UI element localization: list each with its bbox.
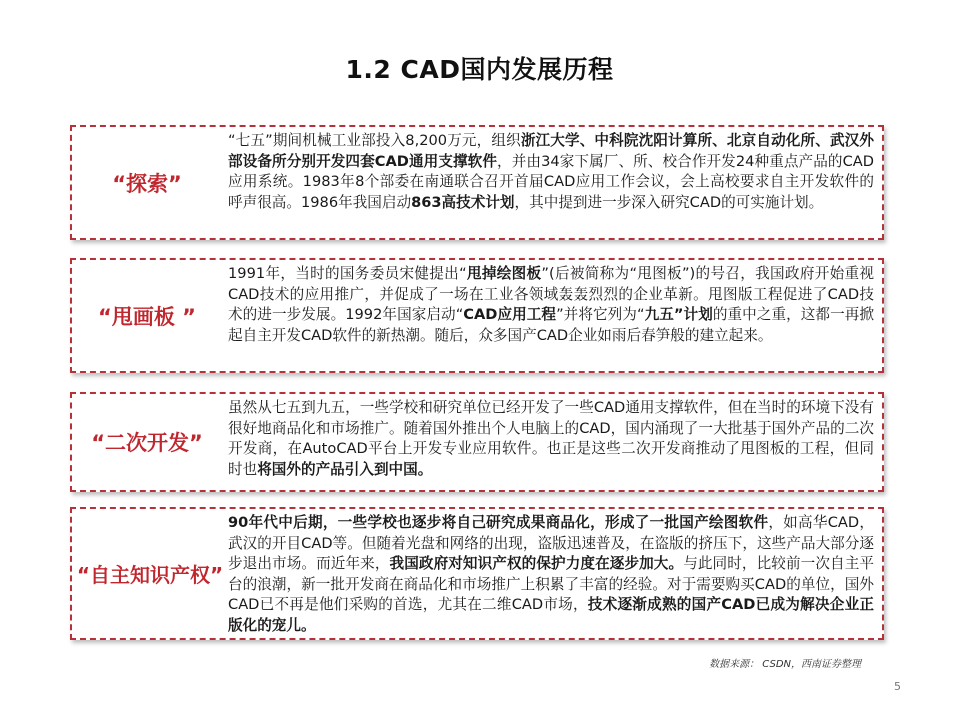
- section-label: “甩画板 ”: [98, 304, 196, 329]
- text-run: ”(后被简称为“甩图板”)的号召，我国政府开始重视CAD技术的应用推广，并促成了一场在工业各领域轰轰烈烈的企业革新。甩图版工程促进了CAD技术的进一步发展。1992年国家启动“: [228, 265, 874, 324]
- text-emphasis: 九五”计划: [644, 306, 713, 324]
- text-run: ，如高华CAD，武汉的开目CAD等。但随着光盘和网络的出现，盗版迅速普及，在盗版的挤压下，这些产品大部分逐步退出市场。而近年来，: [228, 514, 874, 573]
- text-run: 与此同时，比较前一次自主平台的浪潮，新一批开发商在商品化和市场推广上积累了丰富的经验。对于需要购买CAD的单位，国外CAD已不再是他们采购的首选，尤其在二维CAD市场，: [228, 555, 874, 614]
- text-run: 虽然从七五到九五，一些学校和研究单位已经开发了一些CAD通用支撑软件，但在当时的环境下没有很好地商品化和市场推广。随着国外推出个人电脑上的CAD，国内涌现了一大批基于国外产品的二次开发商，在AutoCAD平台上开发专业应用软件。也正是这些二次开发商推动了甩图板的工程，但同时也: [228, 399, 874, 478]
- text-run: 的重中之重，这都一再掀起自主开发CAD软件的新热潮。随后，众多国产CAD企业如雨后春笋般的建立起来。: [228, 306, 874, 344]
- section-text: [228, 398, 874, 480]
- text-emphasis: 863高技术计划: [411, 193, 515, 211]
- text-run: ，其中提到进一步深入研究CAD的可实施计划。: [514, 193, 824, 211]
- text-emphasis: 技术逐渐成熟的国产CAD已成为解决企业正版化的宠儿。: [228, 596, 874, 634]
- text-emphasis: 我国政府对知识产权的保护力度在逐步加大。: [389, 555, 684, 573]
- section-own-ip: [70, 507, 884, 640]
- text-emphasis: 90年代中后期，一些学校也逐步将自己研究成果商品化，形成了一批国产绘图软件: [228, 514, 769, 531]
- source-note: 数据来源： CSDN，西南证券整理: [709, 659, 861, 670]
- text-run: 1991年，当时的国务委员宋健提出“: [228, 265, 467, 282]
- text-emphasis: 将国外的产品引入到中国。: [257, 460, 433, 478]
- section-label: “二次开发”: [91, 431, 203, 455]
- text-emphasis: 浙江大学、中科院沈阳计算所、北京自动化所、武汉外部设备所分别开发四套CAD通用支撑软件: [228, 132, 874, 170]
- text-run: ”并将它列为“: [556, 306, 645, 324]
- text-run: ，并由34家下属厂、所、校合作开发24种重点产品的CAD应用系统。1983年8个部委在南通联合召开首届CAD应用工作会议，会上高校要求自主开发软件的呼声很高。1986年我国启动: [228, 152, 874, 211]
- page-number: 5: [894, 680, 901, 693]
- page-title: 1.2 CAD国内发展历程: [345, 55, 614, 84]
- section-text: [228, 264, 874, 346]
- section-secondary-dev: [70, 392, 884, 492]
- text-run: “七五”期间机械工业部投入8,200万元，组织: [228, 132, 521, 149]
- section-drop-drawing-board: [70, 258, 884, 373]
- section-text: [228, 513, 874, 637]
- text-emphasis: 甩掉绘图板: [466, 265, 542, 282]
- text-emphasis: CAD应用工程: [463, 306, 557, 324]
- section-label: “自主知识产权”: [76, 563, 224, 587]
- section-text: [228, 131, 874, 213]
- section-explore: [70, 125, 884, 240]
- section-label: “探索”: [112, 171, 182, 196]
